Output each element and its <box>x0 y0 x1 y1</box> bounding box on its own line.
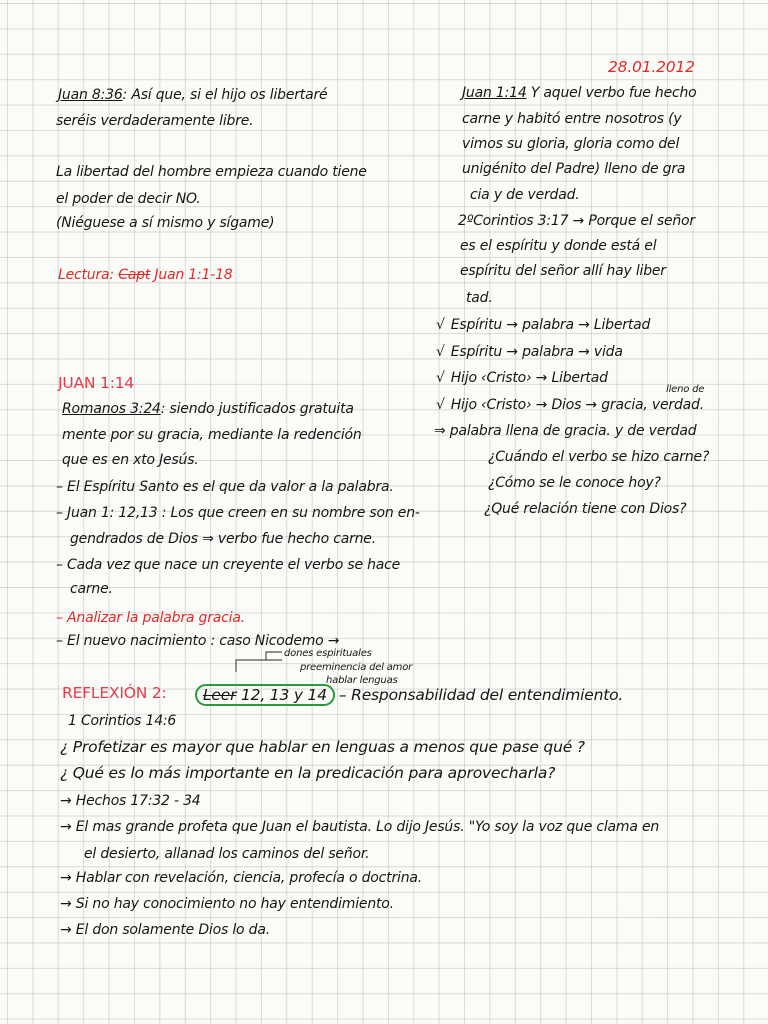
bullet-nuevo: – El nuevo nacimiento : caso Nicodemo → <box>56 633 340 649</box>
freedom-line-1: La libertad del hombre empieza cuando tiene <box>56 164 367 180</box>
check-item-4-text: Hijo ‹Cristo› → Dios → gracia, verdad. <box>450 397 704 413</box>
checkmark-icon: √ <box>436 317 445 333</box>
bullet-espiritu: – El Espíritu Santo es el que da valor a la palabra. <box>56 479 394 495</box>
corintios-14-6: 1 Corintios 14:6 <box>68 713 177 729</box>
bullet-juan-line-2: gendrados de Dios ⇒ verbo fue hecho carne. <box>70 531 376 547</box>
juan-114-line-5: cia y de verdad. <box>470 187 580 203</box>
corintios-line-4: tad. <box>466 290 493 306</box>
romanos-line-3: que es en xto Jesús. <box>62 452 199 468</box>
lectura-struck: Capt <box>118 267 151 283</box>
note-preeminencia: preeminencia del amor <box>300 662 413 673</box>
si-no-line: → Si no hay conocimiento no hay entendimiento. <box>60 896 394 912</box>
bullet-cada-line-1: – Cada vez que nace un creyente el verbo se hace <box>56 557 401 573</box>
verses-text: 12, 13 y 14 <box>241 686 327 704</box>
romanos-ref: Romanos 3:24 <box>62 401 161 417</box>
question-3: ¿Qué relación tiene con Dios? <box>484 501 687 517</box>
question-2: ¿Cómo se le conoce hoy? <box>488 475 661 491</box>
lectura-ref: Juan 1:1-18 <box>154 267 233 283</box>
profeta-line-1: → El mas grande profeta que Juan el bautista. Lo dijo Jesús. "Yo soy la voz que clama en <box>60 819 660 835</box>
bracket-stroke <box>236 660 282 672</box>
reflexion-label: REFLEXIÓN 2: <box>62 684 167 702</box>
romanos-text-1: : siendo justificados gratuita <box>160 401 354 417</box>
check-item-1-text: Espíritu → palabra → Libertad <box>450 317 651 333</box>
juan-114-heading: JUAN 1:14 <box>58 374 135 392</box>
juan-114-line-3: vimos su gloria, gloria como del <box>462 136 680 152</box>
check-item-2-text: Espíritu → palabra → vida <box>450 344 623 360</box>
corintios-line-2: es el espíritu y donde está el <box>460 238 657 254</box>
bullet-juan-line-1: – Juan 1: 12,13 : Los que creen en su nombre son en- <box>56 505 420 521</box>
checkmark-icon: √ <box>436 370 445 386</box>
freedom-line-3: (Niéguese a sí mismo y sígame) <box>56 215 275 231</box>
responsabilidad-text: – Responsabilidad del entendimiento. <box>338 686 624 704</box>
check-item-3-text: Hijo ‹Cristo› → Libertad <box>450 370 608 386</box>
bracket-stroke <box>266 652 282 660</box>
freedom-line-2: el poder de decir NO. <box>56 191 201 207</box>
arrow-line: ⇒ palabra llena de gracia. y de verdad <box>434 423 697 439</box>
note-dones: dones espirituales <box>284 648 372 659</box>
juan-836-text-1: : Así que, si el hijo os libertaré <box>122 87 328 103</box>
corintios-line-1: 2ºCorintios 3:17 → Porque el señor <box>458 213 695 229</box>
bullet-cada-line-2: carne. <box>70 581 113 597</box>
don-line: → El don solamente Dios lo da. <box>60 922 270 938</box>
date: 28.01.2012 <box>608 58 695 76</box>
juan-114-ref: Juan 1:14 <box>462 85 527 101</box>
hechos-line: → Hechos 17:32 - 34 <box>60 793 201 809</box>
juan-114-text-1: Y aquel verbo fue hecho <box>530 85 697 101</box>
juan-836-line-2: seréis verdaderamente libre. <box>56 113 254 129</box>
checkmark-icon: √ <box>436 344 445 360</box>
juan-114-line-2: carne y habitó entre nosotros (y <box>462 111 682 127</box>
juan-836-ref: Juan 8:36 <box>58 87 123 103</box>
juan-114-line-4: unigénito del Padre) lleno de gra <box>462 161 686 177</box>
leer-text: Leer <box>203 686 237 704</box>
checkmark-icon: √ <box>436 397 445 413</box>
note-hablar: hablar lenguas <box>326 675 398 686</box>
corintios-line-3: espíritu del señor allí hay liber <box>460 263 666 279</box>
bullet-analizar: – Analizar la palabra gracia. <box>56 610 245 626</box>
reflexion-question-1: ¿ Profetizar es mayor que hablar en lenguas a menos que pase qué ? <box>60 738 585 756</box>
romanos-line-2: mente por su gracia, mediante la redención <box>62 427 362 443</box>
reflexion-question-2: ¿ Qué es lo más importante en la predicación para aprovecharla? <box>60 764 556 782</box>
check-item-4-note: lleno de <box>666 384 705 395</box>
hablar-line: → Hablar con revelación, ciencia, profecía o doctrina. <box>60 870 423 886</box>
question-1: ¿Cuándo el verbo se hizo carne? <box>488 449 710 465</box>
profeta-line-2: el desierto, allanad los caminos del señor. <box>84 846 370 862</box>
lectura-label: Lectura: <box>58 267 114 283</box>
